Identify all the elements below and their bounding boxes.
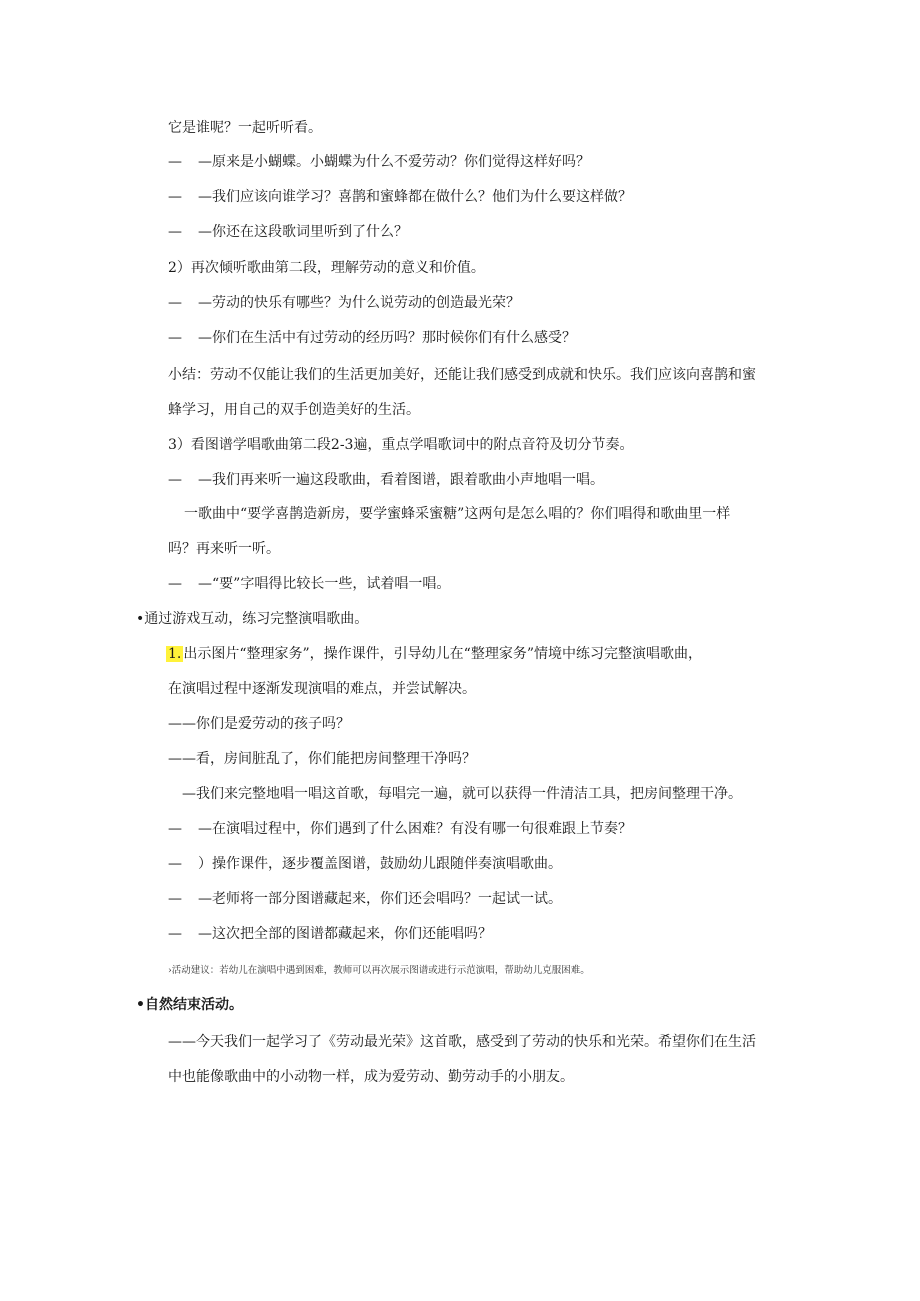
dialogue-line: — —在演唱过程中，你们遇到了什么困难？有没有哪一句很难跟上节奏？ xyxy=(168,821,632,837)
dialogue-line: — —“要”字唱得比较长一些，试着唱一唱。 xyxy=(168,576,451,592)
activity-suggestion: ›活动建议：若幼儿在演唱中遇到困难，教师可以再次展示图谱或进行示范演唱，帮助幼儿克服困难。 xyxy=(168,965,590,976)
step-line: — ）操作课件，逐步覆盖图谱，鼓励幼儿跟随伴奏演唱歌曲。 xyxy=(168,856,562,872)
dialogue-line: — —你还在这段歌词里听到了什么？ xyxy=(168,224,408,240)
text-line: 它是谁呢？一起听听看。 xyxy=(168,120,322,136)
summary-line: 蜂学习，用自己的双手创造美好的生活。 xyxy=(168,402,420,418)
dialogue-line: — —这次把全部的图谱都藏起来，你们还能唱吗？ xyxy=(168,926,492,942)
dialogue-line: — —原来是小蝴蝶。小蝴蝶为什么不爱劳动？你们觉得这样好吗？ xyxy=(168,154,590,170)
dialogue-line: — —我们应该向谁学习？喜鹊和蜜蜂都在做什么？他们为什么要这样做？ xyxy=(168,189,632,205)
highlighted-number: 1. xyxy=(168,646,182,662)
numbered-item: 1. 出示图片“整理家务”，操作课件，引导幼儿在“整理家务”情境中练习完整演唱歌曲， xyxy=(168,646,702,662)
section-heading: •自然结束活动。 xyxy=(136,997,243,1013)
dialogue-line: — —劳动的快乐有哪些？为什么说劳动的创造最光荣？ xyxy=(168,295,520,311)
text-line: 在演唱过程中逐渐发现演唱的难点，并尝试解决。 xyxy=(168,681,476,697)
section-heading: •通过游戏互动，练习完整演唱歌曲。 xyxy=(136,611,369,627)
step-heading: 2）再次倾听歌曲第二段，理解劳动的意义和价值。 xyxy=(168,260,485,276)
step-heading: 3）看图谱学唱歌曲第二段2-3遍，重点学唱歌词中的附点音符及切分节奏。 xyxy=(168,437,634,453)
dialogue-line: —我们来完整地唱一唱这首歌，每唱完一遍，就可以获得一件清洁工具，把房间整理干净。 xyxy=(182,786,742,802)
dialogue-line: 吗？再来听一听。 xyxy=(168,541,280,557)
bullet-icon: • xyxy=(136,997,145,1013)
dialogue-line: ——看，房间脏乱了，你们能把房间整理干净吗？ xyxy=(168,751,476,767)
dialogue-line: — —你们在生活中有过劳动的经历吗？那时候你们有什么感受？ xyxy=(168,330,576,346)
summary-line: 小结：劳动不仅能让我们的生活更加美好，还能让我们感受到成就和快乐。我们应该向喜鹊和蜜 xyxy=(168,367,756,383)
bullet-icon: • xyxy=(136,611,145,627)
dialogue-line: 一歌曲中“要学喜鹊造新房，要学蜜蜂采蜜糖”这两句是怎么唱的？你们唱得和歌曲里一样 xyxy=(184,506,731,522)
dialogue-line: ——你们是爱劳动的孩子吗？ xyxy=(168,716,350,732)
closing-line: ——今天我们一起学习了《劳动最光荣》这首歌，感受到了劳动的快乐和光荣。希望你们在生活 xyxy=(168,1034,756,1050)
dialogue-line: — —老师将一部分图谱藏起来，你们还会唱吗？一起试一试。 xyxy=(168,891,562,907)
closing-line: 中也能像歌曲中的小动物一样，成为爱劳动、勤劳动手的小朋友。 xyxy=(168,1069,574,1085)
dialogue-line: — —我们再来听一遍这段歌曲，看着图谱，跟着歌曲小声地唱一唱。 xyxy=(168,472,604,488)
